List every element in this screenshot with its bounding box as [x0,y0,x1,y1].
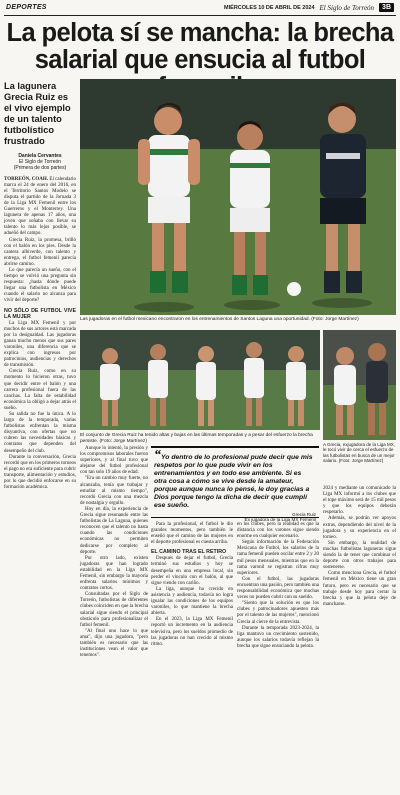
paragraph: Grecia Ruiz, la promesa, brilló con el balón en los pies. Desde la cantera albiverde, con talento y entrega, el futbol femenil parecía abrirse camino. [4,237,76,267]
paragraph: Durante la conversación, Grecia recordó que en los primeros torneos el pago no era suficiente para cubrir transporte, alimentación y estudios, por lo que decidió enfocarse en su formación académica. [4,454,76,491]
newspaper-name: El Siglo de Torreón [319,3,375,12]
subhead: EL CAMINO TRAS EL RETIRO [151,549,227,556]
main-photo-caption: Las jugadoras en el futbol mexicano encontraron en los entrenamientos de Santos Laguna una oportunidad. (Foto: Jorge Martínez) [80,317,359,322]
paragraph: Aunque lo intentó, la presión y los compromisos laborales fueron superiores, y al final tuvo que alejarse del futbol profesional con tan solo 19 años de edad. [80,446,148,476]
article-column-a [80,446,148,659]
paragraph: Grecia Ruiz, como en su momento lo hicieron otras, tuvo que decidir entre el balón y una carrera profesional fuera de las canchas. La falta de estabilidad económica la obligó a dejar atrás el sueño. [4,369,76,411]
article-column-c [237,522,319,650]
issue-date: MIÉRCOLES 10 DE ABRIL DE 2024 [224,4,315,11]
byline-outlet: El Siglo de Torreón [18,159,62,166]
paragraph: "Al final uno hace lo que ama", dijo una jugadora, "pero también es necesario que las instituciones vean el valor que tenemos". [80,628,148,659]
paragraph: La liga, aunque ha crecido en asistencia y audiencia, todavía no logra igualar las condiciones de los equipos varoniles, lo que mantiene la brecha abierta. [151,586,233,617]
byline-note: (Primera de dos partes) [13,165,67,172]
headline: La pelota sí se mancha: la brecha salarial que ensucia al futbol [6,19,394,74]
paragraph: "Siento que la solución es que los clubes y patrocinadores apuesten más por el talento de las mujeres", mencionó Grecia al cierre de la entrevista. [237,601,319,625]
quote-source-role: Ex jugadora de la Liga MX Femenil [244,517,316,522]
paragraph: Durante la temporada 2023-2024, la liga mantuvo un crecimiento sostenido, aunque los salarios todavía reflejan la brecha que sigue ensuciando la pelota. [237,625,319,649]
page-header [4,0,396,16]
paragraph: Lo que parecía un sueño, con el tiempo se volvió una pregunta sin respuesta: ¿hasta dónde puede llegar una futbolista en México cuando el salario no alcanza para vivir del deporte? [4,268,76,304]
ball-icon [287,282,301,296]
lead-city: TORREÓN, COAH. [4,176,49,182]
byline-author: Daniela Cervantes [18,153,62,159]
paragraph: Sin embargo, la realidad de muchas futbolistas laguneras sigue siendo la de tener que combinar el deporte con otros trabajos para sostenerse. [323,540,396,571]
paragraph: Después de dejar el futbol, Grecia terminó sus estudios y hoy se desempeña en una empresa local, sin perder el vínculo con el balón, al que sigue viendo con cariño. [151,556,233,586]
article-column-d [323,486,396,608]
header-right [224,3,394,12]
deck: La lagunera Grecia Ruiz es el vivo ejemplo de un talento futbolístico frustrado [4,81,71,146]
paragraph: Consultadas por el Siglo de Torreón, futbolistas de diferentes clubes coinciden en que la brecha salarial sigue siendo el principal obstáculo para profesionalizar el futbol femenil. [80,592,148,628]
team-photo [80,330,320,430]
team-photo-illustration [80,330,320,430]
main-photo [80,79,396,315]
paragraph [4,177,76,238]
paragraph: Por otro lado, existen jugadoras que han logrado estabilidad en la Liga MX Femenil, sin embargo la mayoría enfrenta salarios mínimos y contratos cortos. [80,555,148,592]
section-logo: DEPORTES [6,4,47,11]
side-photo-illustration [323,330,396,440]
left-column [4,79,76,491]
quote-source-name: Grecia Ruiz [292,512,316,517]
side-photo-caption: A Grecia, exjugadora de la Liga MX, le tocó vivir de cerca el esfuerzo de las futbolistas en busca de un mejor salario. (Foto: Jorge Martínez) [323,442,396,463]
article-column-b [151,522,233,648]
paragraph: La Liga MX Femenil y por muchos de sus actores está marcada por la desigualdad. Las jugadoras ganan mucho menos que sus pares varoniles, una diferencia que se explica con ingresos por patrocinios, audiencias y derechos de transmisión. [4,320,76,369]
paragraph: Como menciona Grecia, el futbol femenil en México tiene un gran futuro, pero es necesario que se trabaje desde hoy para cerrar la brecha y que la pelota deje de mancharse. [323,571,396,607]
article-body-left [4,177,76,492]
paragraph: Para la profesional, el futbol le dio grandes momentos, pero también le enseñó que el camino de las mujeres en el deporte profesional es cuesta arriba. [151,522,233,546]
paragraph: Con el futbol, las jugadoras encuentran una pasión, pero también una responsabilidad económica que muchas veces no pueden cubrir con su sueldo. [237,576,319,601]
quote-text: Yo dentro de lo profesional pude decir que mis respetos por lo que pude vivir en los entrenamientos y en todo ese ambiente. Si es otra cosa a cómo se vive desde la amateur, porque aunque nunca lo pensé, le doy gracias a Dios porque tengo la dicha de decir que cumplí ese sueño. [154,454,313,509]
paragraph: Su salida no fue la única. A lo largo de la temporada, varias futbolistas enfrentan la misma disyuntiva, con ofertas que no cubren las necesidades básicas y contratos que dependen del desempeño del club. [4,411,76,454]
paragraph: Además, se podrán ver apoyos extras, dependiendo del nivel de la jugadora y su experiencia en el torneo. [323,516,396,540]
subhead: NO SÓLO DE FUTBOL VIVE LA MUJER [4,307,76,320]
paragraph: Según información de la Federación Mexicana de Futbol, los salarios de la rama femenil pueden oscilar entre 2 y 20 mil pesos mensuales, mientras que en la rama varonil se registran cifras muy superiores. [237,540,319,576]
quote-mark-icon: “ [154,448,161,463]
team-photo-caption: El conjunto de Grecia Ruiz ha tenido altas y bajas en las últimas temporadas y a pesar del esfuerzo la brecha persiste. (Foto: Jorge Martínez) [80,433,313,444]
paragraph-text: El calendario marca el 24 de enero del 2016, en el Territorio Santos Modelo se disputa el partido de la Jornada 3 de la Liga MX Femenil entre los Guerreros y el Monterrey. Una lagunera de apenas 17 años, una joven que soñaba con llevar su talento lo más lejos posible, se adueñó del campo. [4,176,76,237]
page-number: 3B [379,3,394,12]
paragraph: Hoy en día, la experiencia de Grecia sigue resonando entre las futbolistas de La Laguna, quienes reconocen que el talento no basta cuando las condiciones económicas no permiten dedicarse por completo al deporte. [80,506,148,555]
pull-quote-source [154,512,316,522]
pull-quote-text [154,448,316,510]
paragraph: en los clubes, pero la realidad es que la distancia con los varones sigue siendo enorme en cualquier escenario. [237,522,319,540]
pull-quote [151,446,319,522]
paragraph: En el 2023, la Liga MX Femenil reportó un incremento en la audiencia televisiva, pero los sueldos promedio de las jugadoras no han crecido al mismo ritmo. [151,617,233,647]
side-photo [323,330,396,440]
byline [4,153,76,172]
paragraph: "Era un cambio muy fuerte, no alcanzaba, tenía que trabajar y estudiar al mismo tiempo", recordó Grecia con una mezcla de nostalgia y orgullo. [80,476,148,506]
paragraph: 2024 y mediante un comunicado la Liga MX informó a los clubes que el tope máximo será de 15 mil pesos y que los equipos deberán respetarlo. [323,486,396,516]
main-photo-illustration [80,79,396,315]
